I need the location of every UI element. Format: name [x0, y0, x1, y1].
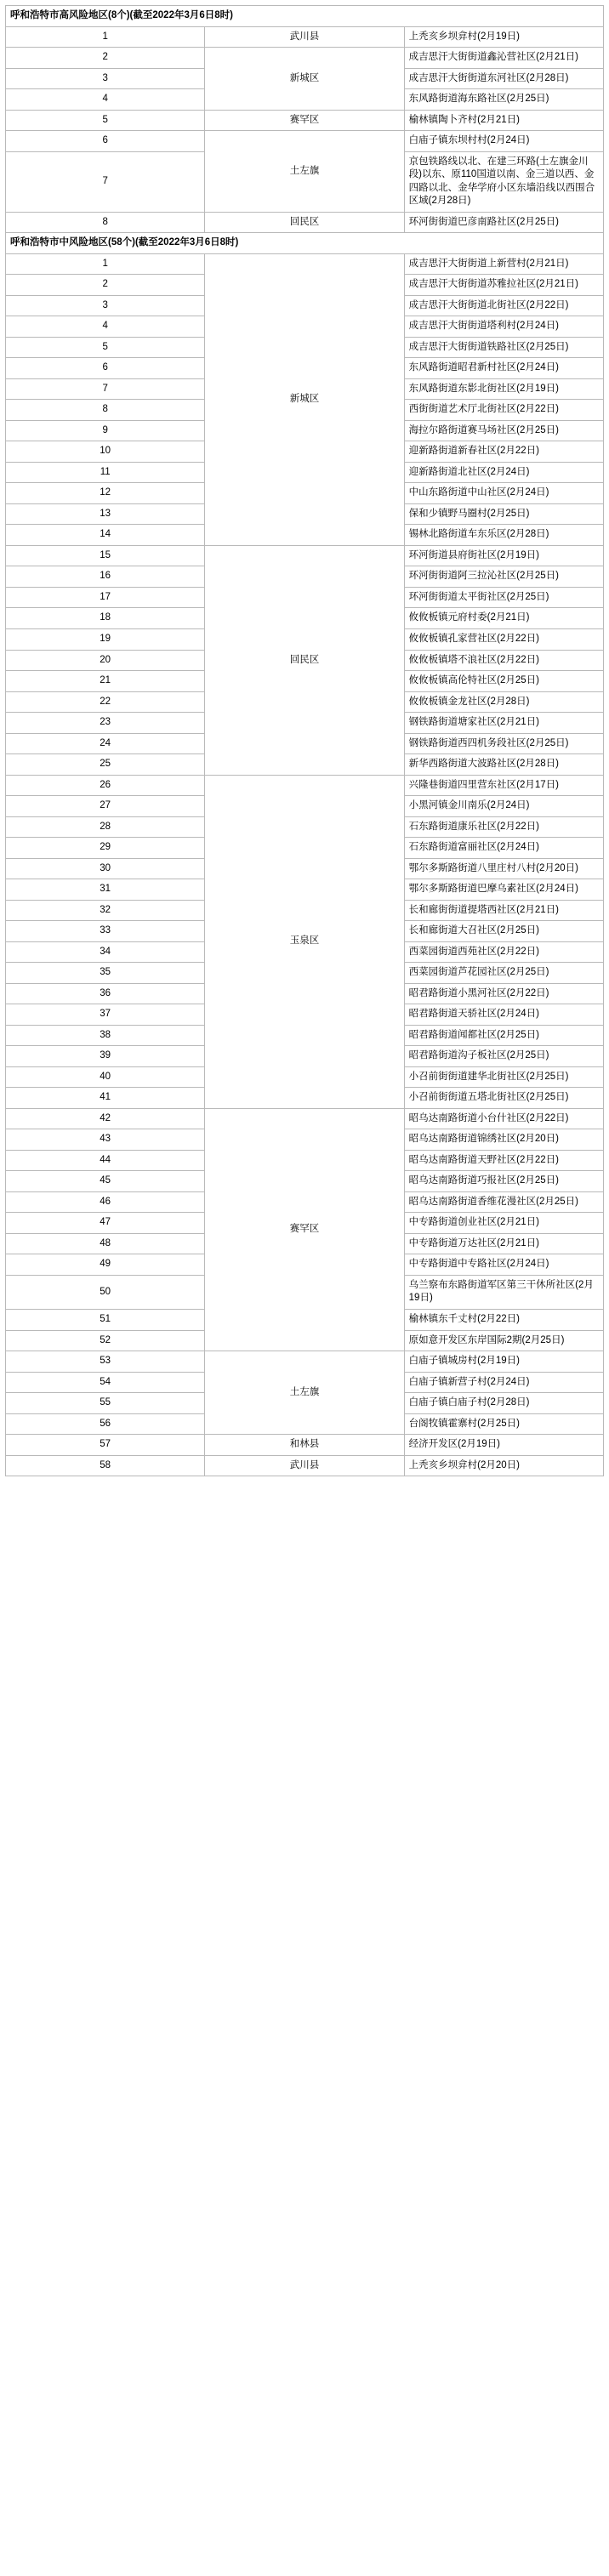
row-index: 43: [6, 1129, 205, 1151]
place-description: 钢铁路街道塘家社区(2月21日): [404, 713, 603, 734]
place-description: 昭乌达南路街道小台什社区(2月22日): [404, 1108, 603, 1129]
place-description: 迎新路街道新春社区(2月22日): [404, 441, 603, 463]
table-row: [6, 1351, 604, 1373]
table-row: [6, 1455, 604, 1476]
row-index: 15: [6, 545, 205, 566]
place-description: 成吉思汗大街街道北街社区(2月22日): [404, 295, 603, 316]
place-description: 攸攸板镇塔不浪社区(2月22日): [404, 650, 603, 671]
place-description: 小召前街街道五塔北街社区(2月25日): [404, 1088, 603, 1109]
row-index: 23: [6, 713, 205, 734]
place-description: 石东路街道康乐社区(2月22日): [404, 816, 603, 838]
place-description: 昭乌达南路街道香维花漫社区(2月25日): [404, 1191, 603, 1213]
place-description: 上秃亥乡坝弇村(2月20日): [404, 1455, 603, 1476]
place-description: 中专路街道创业社区(2月21日): [404, 1213, 603, 1234]
row-index: 13: [6, 503, 205, 525]
row-index: 4: [6, 89, 205, 111]
row-index: 50: [6, 1275, 205, 1309]
place-description: 西菜园街道西苑社区(2月22日): [404, 941, 603, 963]
place-description: 榆林镇东千丈村(2月22日): [404, 1310, 603, 1331]
row-index: 51: [6, 1310, 205, 1331]
row-index: 40: [6, 1066, 205, 1088]
place-description: 京包铁路线以北、在建三环路(土左旗金川段)以东、原110国道以南、金三道以西、金四路以北、金华学府小区东墙沿线以西围合区域(2月28日): [404, 151, 603, 212]
row-index: 1: [6, 26, 205, 48]
row-index: 47: [6, 1213, 205, 1234]
place-description: 昭君路街道闻都社区(2月25日): [404, 1025, 603, 1046]
place-description: 攸攸板镇金龙社区(2月28日): [404, 691, 603, 713]
row-index: 56: [6, 1413, 205, 1435]
table-row: [6, 775, 604, 796]
place-description: 白庙子镇东坝村村(2月24日): [404, 131, 603, 152]
row-index: 17: [6, 587, 205, 608]
place-description: 白庙子镇新营子村(2月24日): [404, 1372, 603, 1393]
row-index: 29: [6, 838, 205, 859]
place-description: 长和廊街道大召社区(2月25日): [404, 921, 603, 942]
section-header-row: [6, 233, 604, 254]
district-name: 土左旗: [205, 1351, 404, 1435]
place-description: 原如意开发区东岸国际2期(2月25日): [404, 1330, 603, 1351]
place-description: 昭君路街道小黑河社区(2月22日): [404, 983, 603, 1004]
row-index: 35: [6, 963, 205, 984]
row-index: 6: [6, 131, 205, 152]
place-description: 成吉思汗大街街道上新营村(2月21日): [404, 253, 603, 275]
place-description: 攸攸板镇高伦特社区(2月25日): [404, 671, 603, 692]
row-index: 32: [6, 900, 205, 921]
place-description: 昭君路街道沟子板社区(2月25日): [404, 1046, 603, 1067]
place-description: 锡林北路街道车东乐区(2月28日): [404, 525, 603, 546]
table-row: [6, 212, 604, 233]
place-description: 保和少镇野马圈村(2月25日): [404, 503, 603, 525]
place-description: 东风路街道昭君新村社区(2月24日): [404, 358, 603, 379]
place-description: 台阁牧镇霍寨村(2月25日): [404, 1413, 603, 1435]
row-index: 46: [6, 1191, 205, 1213]
row-index: 36: [6, 983, 205, 1004]
place-description: 成吉思汗大街街道塔利村(2月24日): [404, 316, 603, 338]
row-index: 24: [6, 733, 205, 754]
district-name: 玉泉区: [205, 775, 404, 1108]
place-description: 东风路街道海东路社区(2月25日): [404, 89, 603, 111]
place-description: 昭乌达南路街道巧报社区(2月25日): [404, 1171, 603, 1192]
row-index: 2: [6, 275, 205, 296]
row-index: 5: [6, 337, 205, 358]
table-row: [6, 131, 604, 152]
place-description: 经济开发区(2月19日): [404, 1435, 603, 1456]
table-row: [6, 253, 604, 275]
section-header-row: [6, 6, 604, 27]
row-index: 28: [6, 816, 205, 838]
place-description: 白庙子镇白庙子村(2月28日): [404, 1393, 603, 1414]
row-index: 21: [6, 671, 205, 692]
district-name: 新城区: [205, 48, 404, 111]
place-description: 攸攸板镇孔家营社区(2月22日): [404, 628, 603, 650]
place-description: 兴隆巷街道四里营东社区(2月17日): [404, 775, 603, 796]
table-row: [6, 1108, 604, 1129]
place-description: 鄂尔多斯路街道巴摩乌素社区(2月24日): [404, 879, 603, 901]
district-name: 回民区: [205, 212, 404, 233]
row-index: 55: [6, 1393, 205, 1414]
row-index: 19: [6, 628, 205, 650]
place-description: 西街街道艺术厅北街社区(2月22日): [404, 400, 603, 421]
row-index: 7: [6, 151, 205, 212]
row-index: 12: [6, 483, 205, 504]
row-index: 5: [6, 110, 205, 131]
table-row: [6, 545, 604, 566]
place-description: 攸攸板镇元府村委(2月21日): [404, 608, 603, 629]
place-description: 乌兰察布东路街道军区第三干休所社区(2月19日): [404, 1275, 603, 1309]
table-row: [6, 1435, 604, 1456]
section-header-title: 呼和浩特市高风险地区(8个)(截至2022年3月6日8时): [6, 6, 604, 27]
row-index: 41: [6, 1088, 205, 1109]
row-index: 58: [6, 1455, 205, 1476]
place-description: 小黑河镇金川南乐(2月24日): [404, 796, 603, 817]
row-index: 2: [6, 48, 205, 69]
row-index: 1: [6, 253, 205, 275]
row-index: 33: [6, 921, 205, 942]
place-description: 成吉思汗大街街道东河社区(2月28日): [404, 68, 603, 89]
row-index: 8: [6, 400, 205, 421]
place-description: 东风路街道东影北街社区(2月19日): [404, 378, 603, 400]
row-index: 44: [6, 1150, 205, 1171]
place-description: 昭乌达南路街道天野社区(2月22日): [404, 1150, 603, 1171]
row-index: 31: [6, 879, 205, 901]
table-row: [6, 48, 604, 69]
district-name: 和林县: [205, 1435, 404, 1456]
row-index: 26: [6, 775, 205, 796]
row-index: 45: [6, 1171, 205, 1192]
row-index: 14: [6, 525, 205, 546]
row-index: 39: [6, 1046, 205, 1067]
row-index: 4: [6, 316, 205, 338]
place-description: 上秃亥乡坝弇村(2月19日): [404, 26, 603, 48]
place-description: 中专路街道万达社区(2月21日): [404, 1233, 603, 1254]
row-index: 6: [6, 358, 205, 379]
district-name: 土左旗: [205, 131, 404, 213]
row-index: 42: [6, 1108, 205, 1129]
risk-areas-table: [5, 5, 604, 1476]
row-index: 52: [6, 1330, 205, 1351]
row-index: 20: [6, 650, 205, 671]
place-description: 新华西路街道大波路社区(2月28日): [404, 754, 603, 776]
place-description: 海拉尔路街道赛马场社区(2月25日): [404, 420, 603, 441]
place-description: 成吉思汗大街街道铁路社区(2月25日): [404, 337, 603, 358]
row-index: 53: [6, 1351, 205, 1373]
row-index: 8: [6, 212, 205, 233]
row-index: 10: [6, 441, 205, 463]
table-row: [6, 26, 604, 48]
row-index: 54: [6, 1372, 205, 1393]
district-name: 赛罕区: [205, 1108, 404, 1351]
district-name: 新城区: [205, 253, 404, 545]
row-index: 27: [6, 796, 205, 817]
row-index: 9: [6, 420, 205, 441]
row-index: 7: [6, 378, 205, 400]
row-index: 11: [6, 462, 205, 483]
row-index: 16: [6, 566, 205, 588]
place-description: 石东路街道富丽社区(2月24日): [404, 838, 603, 859]
place-description: 西菜园街道芦花园社区(2月25日): [404, 963, 603, 984]
place-description: 昭乌达南路街道锦绣社区(2月20日): [404, 1129, 603, 1151]
row-index: 34: [6, 941, 205, 963]
place-description: 小召前街街道建华北街社区(2月25日): [404, 1066, 603, 1088]
section-header-title: 呼和浩特市中风险地区(58个)(截至2022年3月6日8时): [6, 233, 604, 254]
row-index: 30: [6, 858, 205, 879]
row-index: 3: [6, 68, 205, 89]
row-index: 48: [6, 1233, 205, 1254]
row-index: 18: [6, 608, 205, 629]
place-description: 环河街街道巴彦南路社区(2月25日): [404, 212, 603, 233]
district-name: 回民区: [205, 545, 404, 775]
place-description: 中专路街道中专路社区(2月24日): [404, 1254, 603, 1276]
place-description: 环河街街道太平街社区(2月25日): [404, 587, 603, 608]
place-description: 中山东路街道中山社区(2月24日): [404, 483, 603, 504]
place-description: 环河街道县府街社区(2月19日): [404, 545, 603, 566]
district-name: 武川县: [205, 1455, 404, 1476]
row-index: 49: [6, 1254, 205, 1276]
place-description: 成吉思汗大街街道苏雅拉社区(2月21日): [404, 275, 603, 296]
place-description: 长和廊街街道提塔西社区(2月21日): [404, 900, 603, 921]
row-index: 57: [6, 1435, 205, 1456]
place-description: 白庙子镇城房村(2月19日): [404, 1351, 603, 1373]
place-description: 迎新路街道北社区(2月24日): [404, 462, 603, 483]
district-name: 武川县: [205, 26, 404, 48]
district-name: 赛罕区: [205, 110, 404, 131]
place-description: 昭君路街道天骄社区(2月24日): [404, 1004, 603, 1026]
place-description: 鄂尔多斯路街道八里庄村八村(2月20日): [404, 858, 603, 879]
place-description: 钢铁路街道西四机务段社区(2月25日): [404, 733, 603, 754]
table-row: [6, 110, 604, 131]
place-description: 成吉思汗大街街道鑫沁营社区(2月21日): [404, 48, 603, 69]
row-index: 22: [6, 691, 205, 713]
row-index: 25: [6, 754, 205, 776]
place-description: 榆林镇陶卜齐村(2月21日): [404, 110, 603, 131]
row-index: 37: [6, 1004, 205, 1026]
place-description: 环河街街道阿三拉沁社区(2月25日): [404, 566, 603, 588]
row-index: 3: [6, 295, 205, 316]
row-index: 38: [6, 1025, 205, 1046]
